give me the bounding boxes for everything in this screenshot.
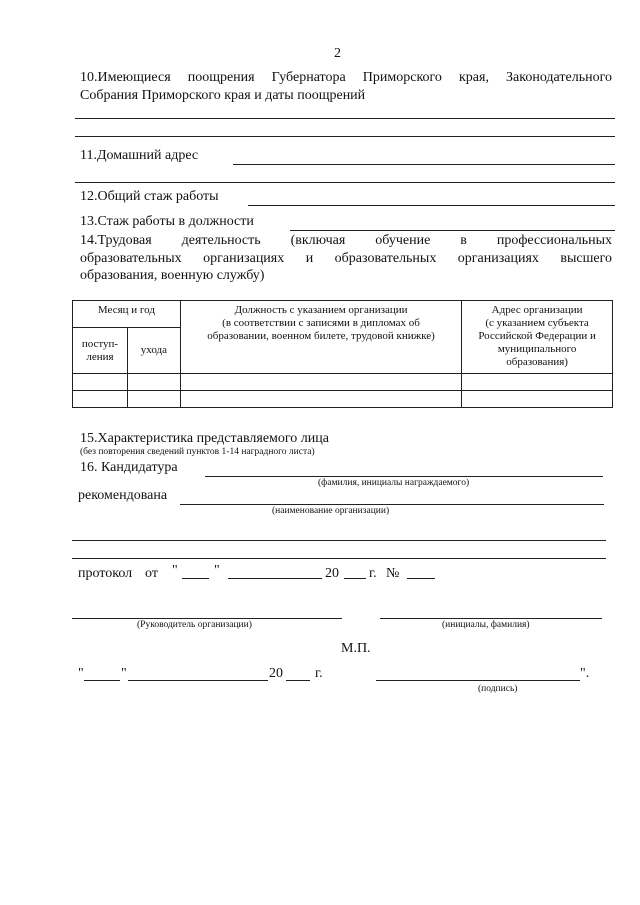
signature-field[interactable] xyxy=(376,680,580,681)
cell-end[interactable] xyxy=(127,391,180,408)
header-address-line: Адрес организации xyxy=(491,304,583,316)
cell-position[interactable] xyxy=(180,374,461,391)
item14-line2: образовательных организациях и образовательных организациях высшего xyxy=(80,251,612,266)
date-month-field[interactable] xyxy=(128,680,268,681)
header-position-line: Должность с указанием организации xyxy=(234,304,408,316)
item16-label: 16. Кандидатура xyxy=(80,460,178,475)
date-year-field[interactable] xyxy=(286,680,310,681)
cell-position[interactable] xyxy=(180,391,461,408)
item13-label: 13.Стаж работы в должности xyxy=(80,214,254,229)
signature-end-mark: ". xyxy=(580,666,590,681)
cell-address[interactable] xyxy=(462,391,613,408)
protocol-day-field[interactable] xyxy=(182,578,209,579)
protocol-quote-close: " xyxy=(214,563,220,578)
protocol-number-field[interactable] xyxy=(407,578,435,579)
header-address-line: (с указанием субъекта xyxy=(485,317,589,329)
protocol-quote-open: " xyxy=(172,563,178,578)
item12-label: 12.Общий стаж работы xyxy=(80,189,219,204)
item14-word: (включая xyxy=(290,233,346,248)
item10-line2: Собрания Приморского края и даты поощрений xyxy=(80,88,366,103)
date-year-prefix: 20 xyxy=(269,666,283,681)
header-month-year: Месяц и год xyxy=(73,301,181,328)
header-start: поступ-ления xyxy=(73,328,128,374)
cell-start[interactable] xyxy=(73,391,128,408)
caption-head: (Руководитель организации) xyxy=(137,620,252,630)
item10-line1: 10.Имеющиеся поощрения Губернатора Приморского края, Законодательного xyxy=(80,70,612,85)
caption-organization: (наименование организации) xyxy=(272,506,390,516)
header-address xyxy=(462,301,613,374)
protocol-year-prefix: 20 xyxy=(325,566,339,581)
position-experience-field[interactable] xyxy=(290,230,615,231)
date-quote-close: " xyxy=(121,666,127,681)
cell-start[interactable] xyxy=(73,374,128,391)
employment-table xyxy=(72,300,613,408)
candidate-name-field[interactable] xyxy=(205,476,603,477)
page-number: 2 xyxy=(334,46,341,61)
date-quote-open: " xyxy=(78,666,84,681)
header-address-line: муниципального xyxy=(497,343,577,355)
item10-blank-line-1 xyxy=(75,118,615,119)
item14-line3: образования, военную службу) xyxy=(80,268,265,283)
item11-label: 11.Домашний адрес xyxy=(80,148,199,163)
header-position-line: (в соответствии с записями в дипломах об xyxy=(222,317,420,329)
home-address-field[interactable] xyxy=(233,164,615,165)
organization-extra-line-1[interactable] xyxy=(72,540,606,541)
recommended-label: рекомендована xyxy=(78,488,168,503)
header-position-line: образовании, военном билете, трудовой книжке) xyxy=(207,330,435,342)
initials-line[interactable] xyxy=(380,618,602,619)
header-address-line: Российской Федерации и xyxy=(478,330,596,342)
caption-signature: (подпись) xyxy=(478,684,518,694)
item14-word: в xyxy=(460,233,467,248)
header-end: ухода xyxy=(127,328,180,374)
cell-address[interactable] xyxy=(462,374,613,391)
total-experience-field[interactable] xyxy=(248,205,615,206)
stamp-mark: М.П. xyxy=(341,641,371,656)
item15-note: (без повторения сведений пунктов 1-14 наградного листа) xyxy=(80,447,315,457)
header-address-line: образования) xyxy=(506,356,568,368)
header-position xyxy=(180,301,461,374)
item14-line1 xyxy=(80,233,612,249)
item15-label: 15.Характеристика представляемого лица xyxy=(80,431,329,446)
protocol-month-field[interactable] xyxy=(228,578,322,579)
date-year-suffix: г. xyxy=(315,666,323,681)
protocol-number-sign: № xyxy=(386,566,400,581)
item10-blank-line-2 xyxy=(75,136,615,137)
item14-word: обучение xyxy=(375,233,431,248)
item14-word: профессиональных xyxy=(496,233,612,248)
caption-candidate-name: (фамилия, инициалы награждаемого) xyxy=(318,478,470,488)
caption-initials: (инициалы, фамилия) xyxy=(442,620,530,630)
head-signature-line[interactable] xyxy=(72,618,342,619)
date-day-field[interactable] xyxy=(84,680,120,681)
protocol-label: протокол xyxy=(78,566,133,581)
protocol-year-field[interactable] xyxy=(344,578,366,579)
protocol-from: от xyxy=(145,566,158,581)
organization-name-field[interactable] xyxy=(180,504,604,505)
item14-word: 14.Трудовая xyxy=(80,233,152,248)
cell-end[interactable] xyxy=(127,374,180,391)
home-address-extra-line[interactable] xyxy=(75,182,615,183)
protocol-year-suffix: г. xyxy=(369,566,377,581)
organization-extra-line-2[interactable] xyxy=(72,558,606,559)
item14-word: деятельность xyxy=(181,233,261,248)
